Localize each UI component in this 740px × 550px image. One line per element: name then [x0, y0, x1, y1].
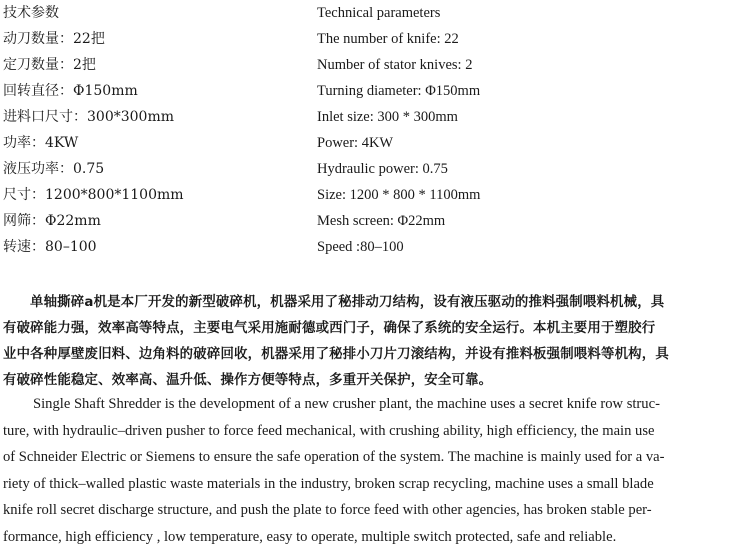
description-en-line: riety of thick–walled plastic waste materials in the industry, broken scrap recycling, machine uses a small blade — [3, 471, 735, 498]
specs-chinese — [3, 0, 184, 260]
description-chinese — [3, 290, 735, 394]
description-cn-line: 有破碎性能稳定、效率高、温升低、操作方便等特点，多重开关保护，安全可靠。 — [3, 368, 735, 394]
description-en-line: knife roll secret discharge structure, and push the plate to force feed with other agencies, has broken stable per- — [3, 497, 735, 524]
specs-en-title: Technical parameters — [317, 0, 480, 26]
spec-en-row: Turning diameter: Φ150mm — [317, 78, 480, 104]
spec-cn-row: 动刀数量：22把 — [3, 26, 184, 52]
description-cn-line: 业中各种厚壁废旧料、边角料的破碎回收，机器采用了秘排小刀片刀滚结构，并设有推料板强制喂料等机构，具 — [3, 342, 735, 368]
spec-cn-row: 回转直径：Φ150mm — [3, 78, 184, 104]
spec-cn-row: 液压功率：0.75 — [3, 156, 184, 182]
spec-en-row: Mesh screen: Φ22mm — [317, 208, 480, 234]
spec-en-row: Number of stator knives: 2 — [317, 52, 480, 78]
spec-en-row: The number of knife: 22 — [317, 26, 480, 52]
description-en-line: Single Shaft Shredder is the development of a new crusher plant, the machine uses a secret knife row struc- — [3, 391, 735, 418]
description-en-line: of Schneider Electric or Siemens to ensure the safe operation of the system. The machine is mainly used for a va- — [3, 444, 735, 471]
spec-cn-row: 网筛：Φ22mm — [3, 208, 184, 234]
description-cn-line: 单轴撕碎a机是本厂开发的新型破碎机，机器采用了秘排动刀结构，设有液压驱动的推料强制喂料机械，具 — [3, 290, 735, 316]
spec-cn-row: 尺寸：1200*800*1100mm — [3, 182, 184, 208]
spec-en-row: Hydraulic power: 0.75 — [317, 156, 480, 182]
spec-en-row: Power: 4KW — [317, 130, 480, 156]
specs-english — [317, 0, 480, 260]
spec-en-row: Inlet size: 300 * 300mm — [317, 104, 480, 130]
description-cn-line: 有破碎能力强，效率高等特点，主要电气采用施耐德或西门子，确保了系统的安全运行。本机主要用于塑胶行 — [3, 316, 735, 342]
spec-cn-row: 定刀数量：2把 — [3, 52, 184, 78]
description-en-line: ture, with hydraulic–driven pusher to force feed mechanical, with crushing ability, high efficiency, the main use — [3, 418, 735, 445]
spec-en-row: Size: 1200 * 800 * 1100mm — [317, 182, 480, 208]
spec-en-row: Speed :80–100 — [317, 234, 480, 260]
description-english — [3, 391, 735, 550]
specs-cn-title: 技术参数 — [3, 0, 184, 26]
spec-cn-row: 进料口尺寸：300*300mm — [3, 104, 184, 130]
spec-cn-row: 功率：4KW — [3, 130, 184, 156]
description-en-line: formance, high efficiency , low temperature, easy to operate, multiple switch protected, safe and reliable. — [3, 524, 735, 550]
spec-cn-row: 转速：80–100 — [3, 234, 184, 260]
